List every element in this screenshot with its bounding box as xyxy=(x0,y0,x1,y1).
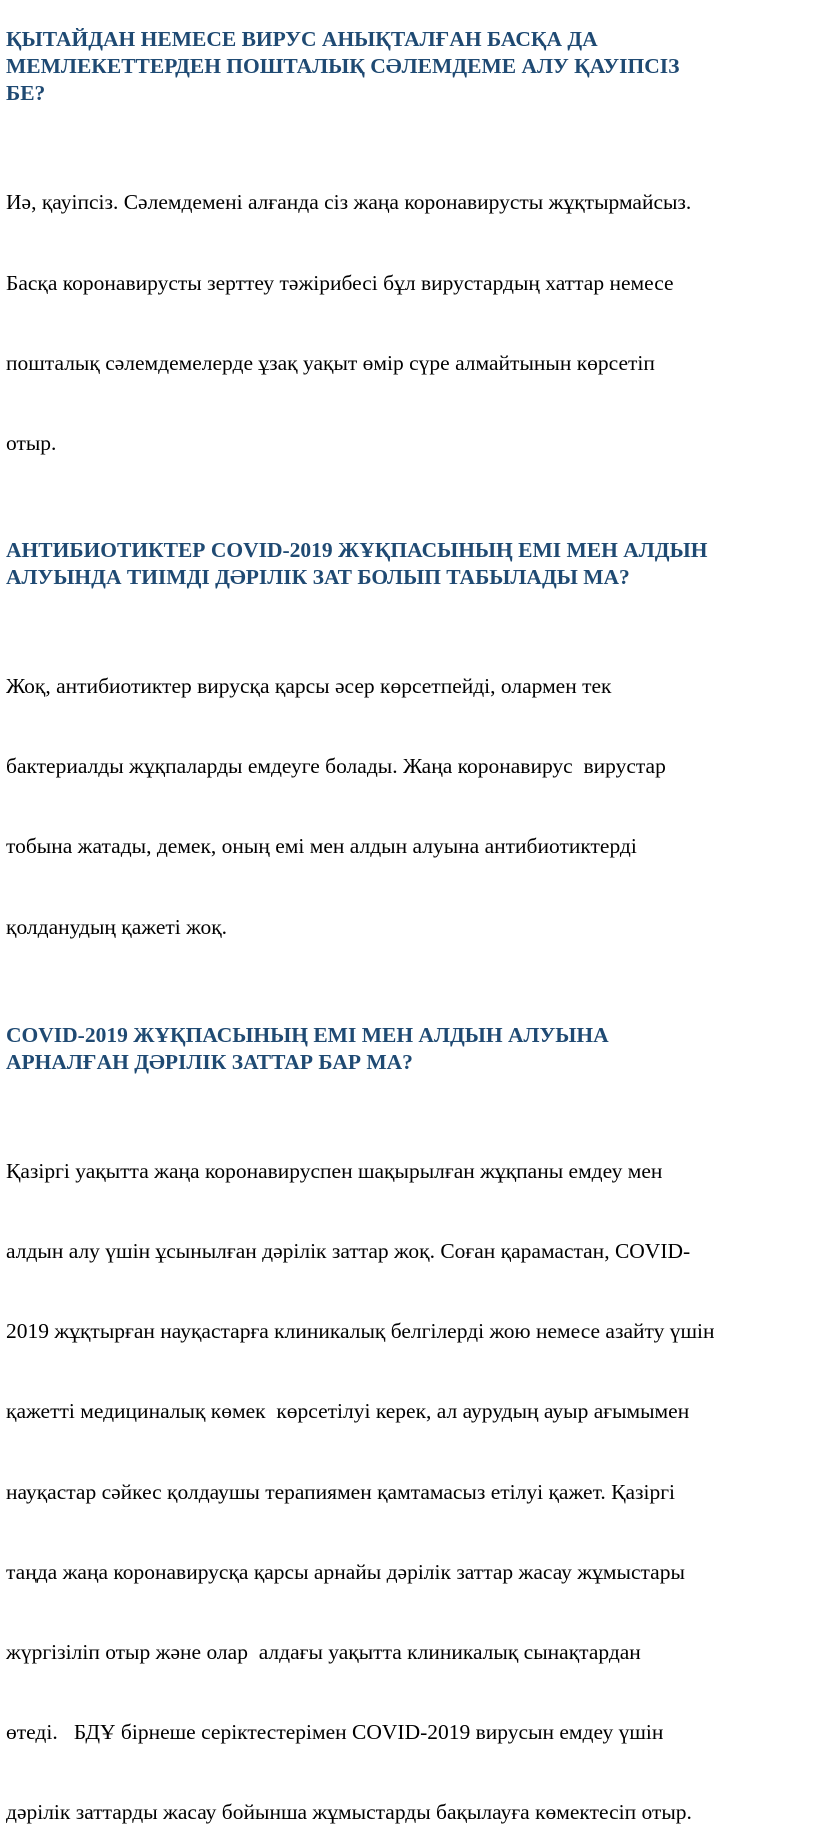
section-1-heading xyxy=(6,26,810,107)
heading-line: МЕМЛЕКЕТТЕРДЕН ПОШТАЛЫҚ СӘЛЕМДЕМЕ АЛУ ҚАУІПСІЗ xyxy=(6,54,680,78)
section-1-body xyxy=(6,136,810,510)
heading-line: АНТИБИОТИКТЕР COVID-2019 ЖҰҚПАСЫНЫҢ ЕМІ МЕН АЛДЫН xyxy=(6,537,708,562)
heading-line: COVID-2019 ЖҰҚПАСЫНЫҢ ЕМІ МЕН АЛДЫН АЛУЫНА xyxy=(6,1022,609,1047)
body-line: жүргізіліп отыр және олар алдағы уақытта клиникалық сынақтардан xyxy=(6,1639,641,1664)
body-line: отыр. xyxy=(6,430,57,455)
heading-line: БЕ? xyxy=(6,81,46,105)
body-line: таңда жаңа коронавирусқа қарсы арнайы дәрілік заттар жасау жұмыстары xyxy=(6,1559,685,1584)
body-line: науқастар сәйкес қолдаушы терапиямен қамтамасыз етілуі қажет. Қазіргі xyxy=(6,1479,676,1504)
body-line: бактериалды жұқпаларды емдеуге болады. Жаңа коронавирус вирустар xyxy=(6,754,666,779)
section-3-heading xyxy=(6,1022,810,1076)
body-line: 2019 жұқтырған науқастарға клиникалық белгілерді жою немесе азайту үшін xyxy=(6,1319,715,1344)
body-line: тобына жатады, демек, оның емі мен алдын алуына антибиотиктерді xyxy=(6,834,637,859)
body-line: қажетті медициналық көмек көрсетілуі керек, ал аурудың ауыр ағымымен xyxy=(6,1399,690,1424)
body-line: Басқа коронавирусты зерттеу тәжірибесі бұл вирустардың хаттар немесе xyxy=(6,270,674,295)
heading-line: АЛУЫНДА ТИІМДІ ДӘРІЛІК ЗАТ БОЛЫП ТАБЫЛАДЫ МА? xyxy=(6,564,630,589)
body-line: өтеді. БДҰ бірнеше серіктестерімен COVID-2019 вирусын емдеу үшін xyxy=(6,1719,664,1744)
body-line: Жоқ, антибиотиктер вирусқа қарсы әсер көрсетпейді, олармен тек xyxy=(6,674,612,699)
heading-line: АРНАЛҒАН ДӘРІЛІК ЗАТТАР БАР МА? xyxy=(6,1049,413,1074)
heading-line: ҚЫТАЙДАН НЕМЕСЕ ВИРУС АНЫҚТАЛҒАН БАСҚА ДА xyxy=(6,27,598,51)
body-line: пошталық сәлемдемелерде ұзақ уақыт өмір сүре алмайтынын көрсетіп xyxy=(6,350,655,375)
section-2-body xyxy=(6,620,810,994)
body-line: Иә, қауіпсіз. Сәлемдемені алғанда сіз жаңа коронавирусты жұқтырмайсыз. xyxy=(6,190,692,215)
body-line: дәрілік заттарды жасау бойынша жұмыстарды бақылауға көмектесіп отыр. xyxy=(6,1799,692,1824)
body-line: алдын алу үшін ұсынылған дәрілік заттар жоқ. Соған қарамастан, COVID- xyxy=(6,1239,691,1264)
body-line: Қазіргі уақытта жаңа коронавируспен шақырылған жұқпаны емдеу мен xyxy=(6,1159,663,1184)
section-2-heading xyxy=(6,537,810,591)
body-line: қолданудың қажеті жоқ. xyxy=(6,914,228,939)
section-3-body xyxy=(6,1105,810,1826)
